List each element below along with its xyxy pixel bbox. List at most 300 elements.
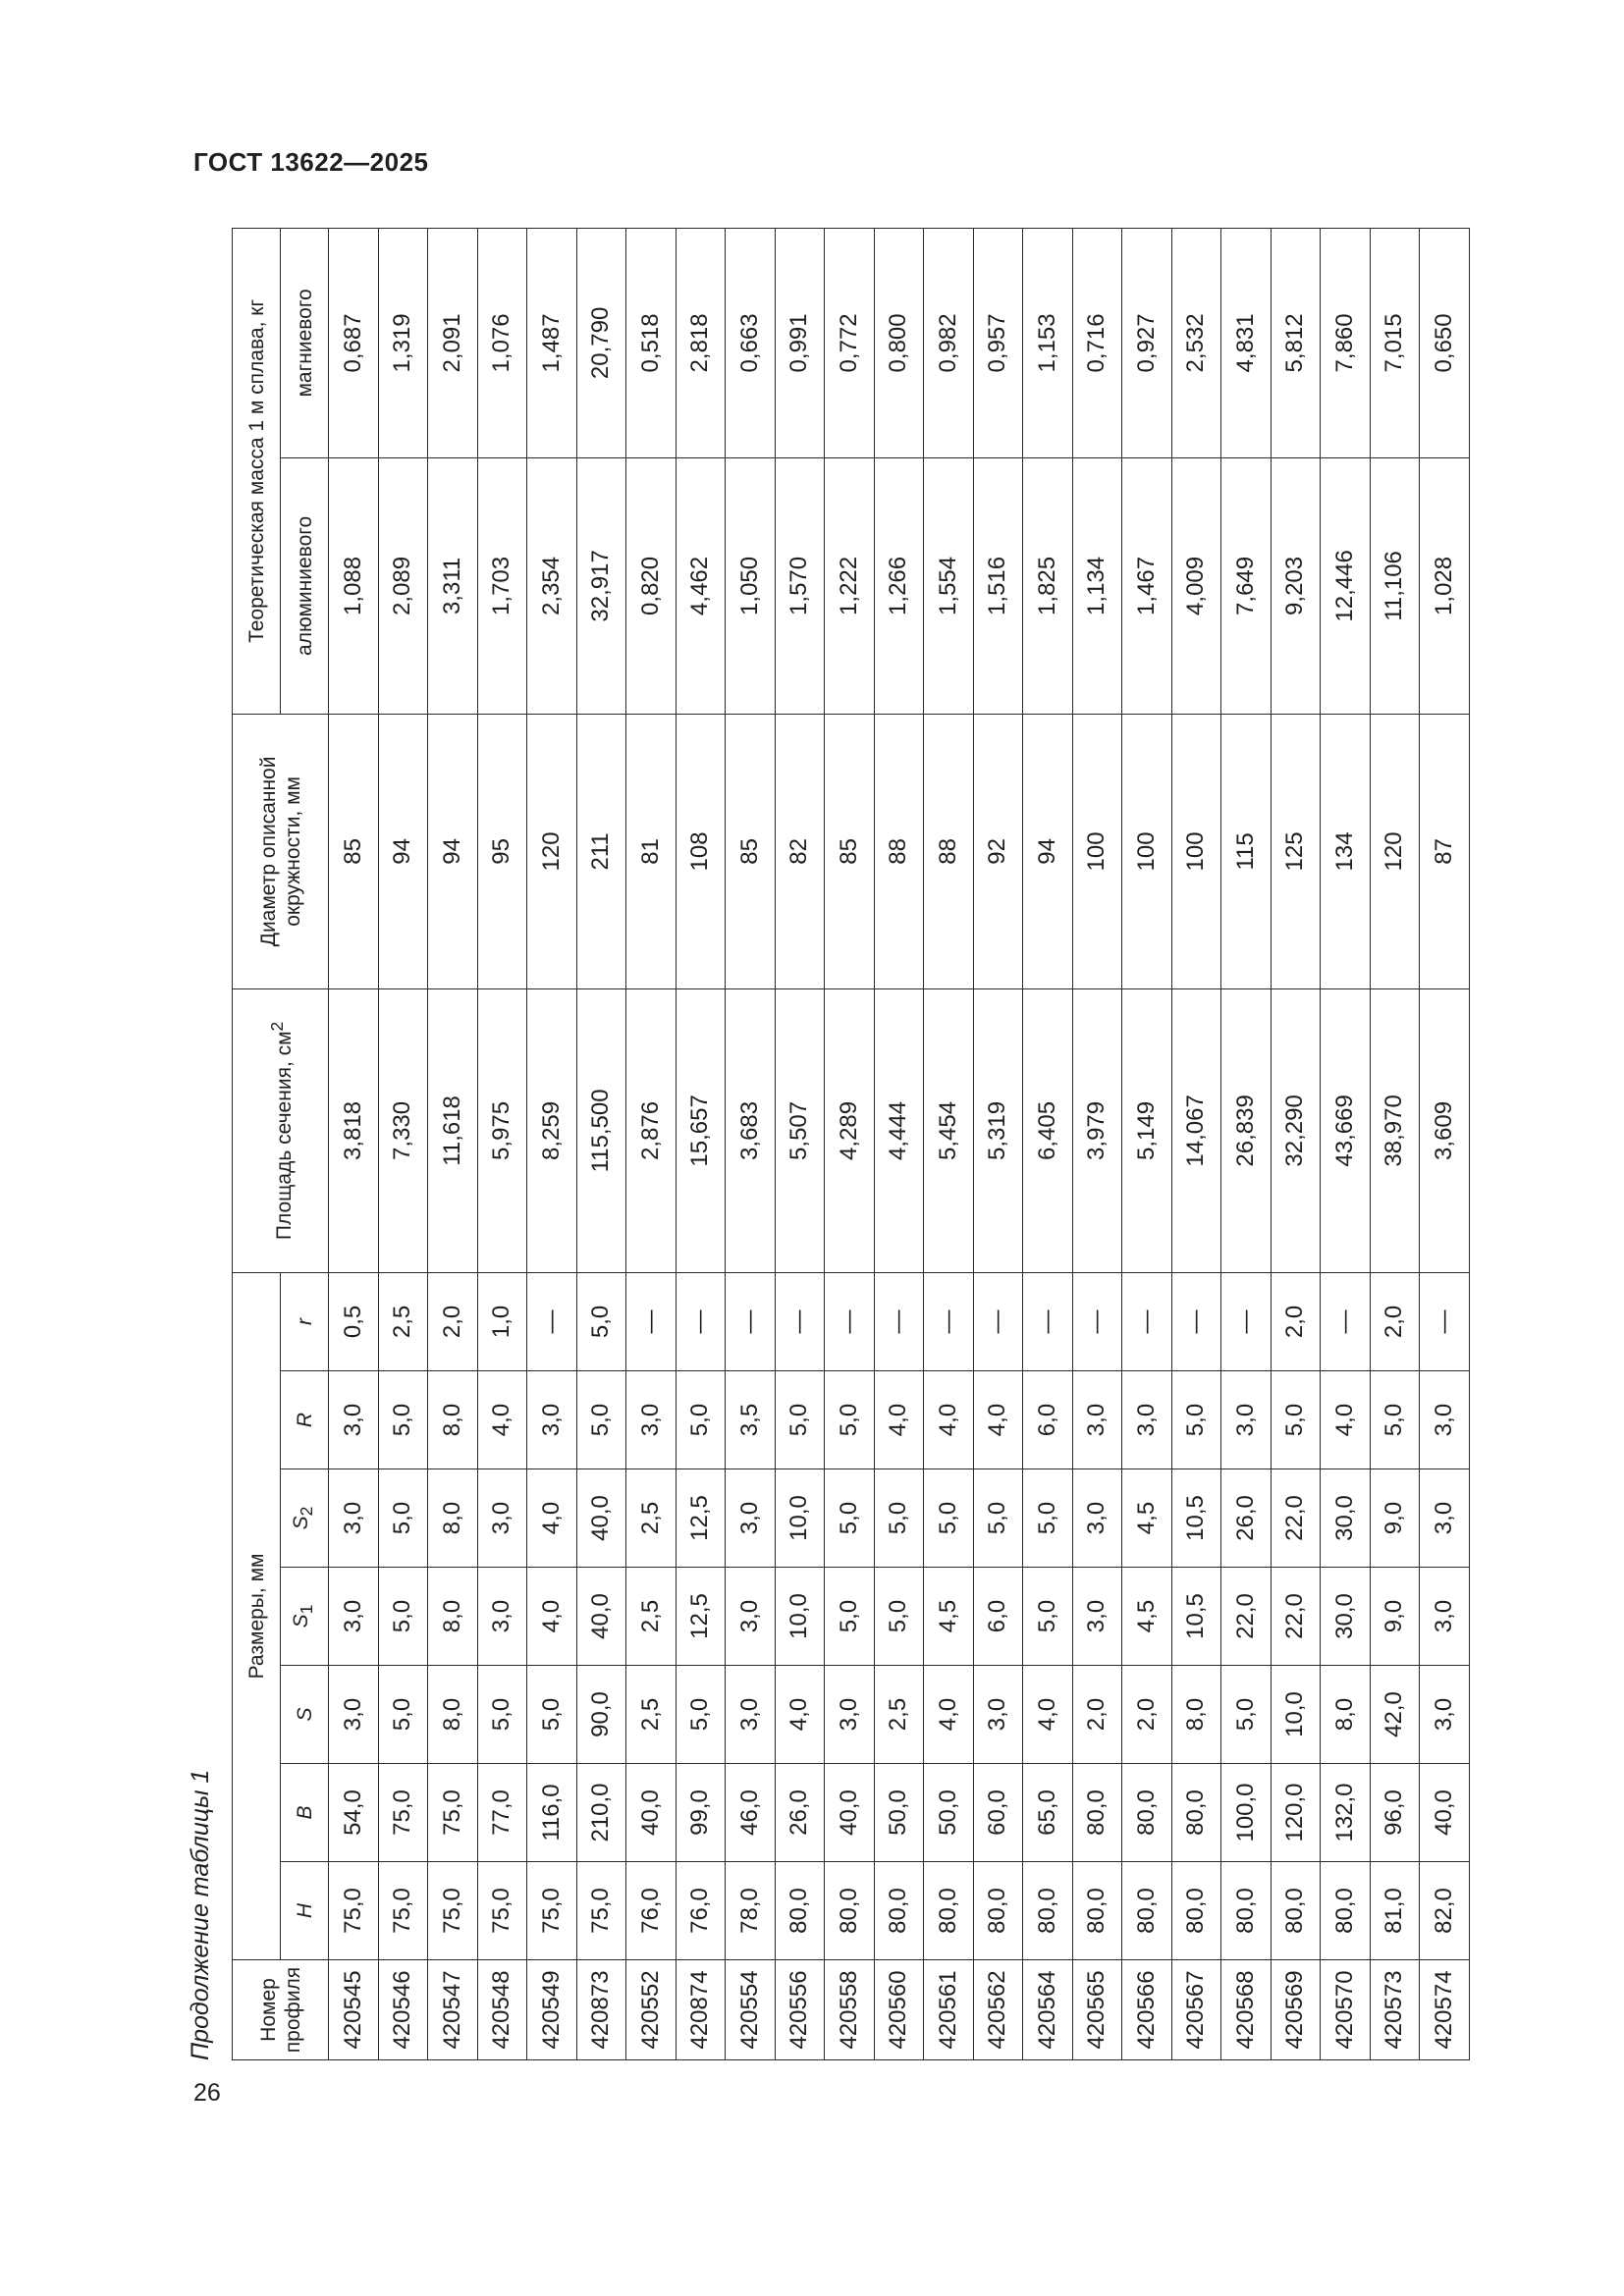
cell-R: 3,5: [726, 1371, 776, 1469]
cell-R: 4,0: [874, 1371, 924, 1469]
table-row: [973, 228, 1023, 2059]
cell-mg: 0,663: [726, 228, 776, 457]
cell-d: 134: [1321, 714, 1371, 988]
header-S2-sub: 2: [297, 1506, 317, 1517]
cell-area: 3,609: [1420, 988, 1470, 1272]
cell-R: 4,0: [1321, 1371, 1371, 1469]
cell-S2: 3,0: [726, 1469, 776, 1568]
cell-S1: 8,0: [428, 1568, 478, 1666]
cell-area: 3,979: [1072, 988, 1122, 1272]
cell-S: 42,0: [1370, 1666, 1420, 1764]
cell-S1: 9,0: [1370, 1568, 1420, 1666]
cell-no: 420568: [1221, 1960, 1272, 2060]
header-area-sup: 2: [266, 1021, 287, 1032]
cell-r: —: [1023, 1272, 1073, 1370]
cell-R: 5,0: [1370, 1371, 1420, 1469]
cell-H: 80,0: [775, 1862, 825, 1960]
table-body: [329, 228, 1470, 2059]
cell-d: 81: [626, 714, 677, 988]
cell-H: 80,0: [1023, 1862, 1073, 1960]
cell-B: 65,0: [1023, 1764, 1073, 1862]
cell-no: 420570: [1321, 1960, 1371, 2060]
cell-H: 81,0: [1370, 1862, 1420, 1960]
cell-r: —: [1122, 1272, 1172, 1370]
cell-R: 4,0: [973, 1371, 1023, 1469]
cell-area: 15,657: [676, 988, 726, 1272]
cell-S2: 40,0: [576, 1469, 626, 1568]
cell-S2: 9,0: [1370, 1469, 1420, 1568]
table-row: [775, 228, 825, 2059]
cell-area: 7,330: [378, 988, 428, 1272]
cell-d: 211: [576, 714, 626, 988]
header-r: r: [281, 1272, 329, 1370]
cell-B: 80,0: [1171, 1764, 1221, 1862]
cell-no: 420873: [576, 1960, 626, 2060]
table-row: [378, 228, 428, 2059]
cell-S2: 3,0: [329, 1469, 379, 1568]
cell-R: 5,0: [1271, 1371, 1321, 1469]
header-H: H: [281, 1862, 329, 1960]
cell-area: 4,289: [825, 988, 875, 1272]
cell-H: 80,0: [1122, 1862, 1172, 1960]
cell-R: 6,0: [1023, 1371, 1073, 1469]
cell-r: 2,5: [378, 1272, 428, 1370]
cell-r: 2,0: [428, 1272, 478, 1370]
cell-S2: 3,0: [1420, 1469, 1470, 1568]
cell-R: 5,0: [378, 1371, 428, 1469]
cell-H: 80,0: [874, 1862, 924, 1960]
cell-no: 420558: [825, 1960, 875, 2060]
header-S1-letter: S: [290, 1614, 313, 1629]
cell-r: —: [1420, 1272, 1470, 1370]
cell-R: 5,0: [676, 1371, 726, 1469]
cell-S1: 30,0: [1321, 1568, 1371, 1666]
cell-B: 40,0: [825, 1764, 875, 1862]
cell-R: 5,0: [825, 1371, 875, 1469]
cell-S: 5,0: [378, 1666, 428, 1764]
cell-H: 75,0: [329, 1862, 379, 1960]
table-area: [187, 229, 1489, 2060]
cell-B: 54,0: [329, 1764, 379, 1862]
cell-S: 5,0: [477, 1666, 527, 1764]
cell-al: 9,203: [1271, 457, 1321, 714]
cell-B: 132,0: [1321, 1764, 1371, 1862]
table-row: [874, 228, 924, 2059]
cell-d: 100: [1171, 714, 1221, 988]
cell-R: 3,0: [329, 1371, 379, 1469]
cell-d: 88: [924, 714, 974, 988]
cell-S: 3,0: [726, 1666, 776, 1764]
cell-H: 78,0: [726, 1862, 776, 1960]
cell-S1: 5,0: [874, 1568, 924, 1666]
cell-R: 5,0: [576, 1371, 626, 1469]
cell-H: 80,0: [1171, 1862, 1221, 1960]
cell-S2: 8,0: [428, 1469, 478, 1568]
cell-area: 26,839: [1221, 988, 1272, 1272]
cell-H: 76,0: [626, 1862, 677, 1960]
cell-S2: 12,5: [676, 1469, 726, 1568]
cell-S1: 40,0: [576, 1568, 626, 1666]
cell-no: 420561: [924, 1960, 974, 2060]
header-magnesium: магниевого: [281, 228, 329, 457]
cell-d: 94: [378, 714, 428, 988]
cell-H: 75,0: [527, 1862, 577, 1960]
cell-H: 80,0: [1321, 1862, 1371, 1960]
cell-al: 3,311: [428, 457, 478, 714]
cell-B: 75,0: [378, 1764, 428, 1862]
cell-mg: 7,015: [1370, 228, 1420, 457]
document-title: ГОСТ 13622—2025: [193, 147, 429, 177]
cell-R: 3,0: [626, 1371, 677, 1469]
cell-S: 4,0: [1023, 1666, 1073, 1764]
header-profile-no: Номер профиля: [233, 1960, 329, 2060]
cell-mg: 1,076: [477, 228, 527, 457]
cell-r: 2,0: [1370, 1272, 1420, 1370]
cell-H: 80,0: [1271, 1862, 1321, 1960]
cell-mg: 0,518: [626, 228, 677, 457]
cell-area: 43,669: [1321, 988, 1371, 1272]
cell-r: —: [924, 1272, 974, 1370]
cell-S1: 10,0: [775, 1568, 825, 1666]
header-B: B: [281, 1764, 329, 1862]
cell-S1: 2,5: [626, 1568, 677, 1666]
table-row: [527, 228, 577, 2059]
cell-S: 4,0: [775, 1666, 825, 1764]
cell-al: 7,649: [1221, 457, 1272, 714]
cell-S1: 6,0: [973, 1568, 1023, 1666]
cell-mg: 0,772: [825, 228, 875, 457]
cell-al: 4,009: [1171, 457, 1221, 714]
cell-S: 2,0: [1122, 1666, 1172, 1764]
table-row: [1370, 228, 1420, 2059]
header-area-text: Площадь сечения, см: [272, 1031, 296, 1241]
cell-R: 3,0: [1420, 1371, 1470, 1469]
cell-d: 120: [1370, 714, 1420, 988]
cell-area: 3,818: [329, 988, 379, 1272]
cell-S: 8,0: [428, 1666, 478, 1764]
header-S2: [281, 1469, 329, 1568]
cell-S1: 3,0: [329, 1568, 379, 1666]
cell-no: 420874: [676, 1960, 726, 2060]
header-S1: [281, 1568, 329, 1666]
cell-area: 115,500: [576, 988, 626, 1272]
cell-S: 2,0: [1072, 1666, 1122, 1764]
cell-S: 3,0: [825, 1666, 875, 1764]
cell-B: 46,0: [726, 1764, 776, 1862]
cell-S2: 22,0: [1271, 1469, 1321, 1568]
cell-B: 80,0: [1072, 1764, 1122, 1862]
cell-S: 2,5: [626, 1666, 677, 1764]
cell-al: 1,570: [775, 457, 825, 714]
cell-S1: 3,0: [1420, 1568, 1470, 1666]
cell-S2: 10,5: [1171, 1469, 1221, 1568]
cell-R: 3,0: [527, 1371, 577, 1469]
cell-r: —: [626, 1272, 677, 1370]
cell-al: 1,222: [825, 457, 875, 714]
cell-r: —: [1221, 1272, 1272, 1370]
cell-S2: 5,0: [825, 1469, 875, 1568]
cell-S2: 5,0: [1023, 1469, 1073, 1568]
cell-area: 11,618: [428, 988, 478, 1272]
cell-al: 1,703: [477, 457, 527, 714]
cell-R: 8,0: [428, 1371, 478, 1469]
cell-S1: 5,0: [1023, 1568, 1073, 1666]
header-mass: Теоретическая масса 1 м сплава, кг: [233, 228, 281, 714]
table-row: [1023, 228, 1073, 2059]
cell-B: 116,0: [527, 1764, 577, 1862]
cell-area: 4,444: [874, 988, 924, 1272]
rotated-table-container: [187, 229, 1489, 2060]
cell-R: 5,0: [1171, 1371, 1221, 1469]
cell-B: 40,0: [626, 1764, 677, 1862]
cell-r: —: [1072, 1272, 1122, 1370]
cell-r: —: [527, 1272, 577, 1370]
cell-B: 100,0: [1221, 1764, 1272, 1862]
cell-area: 3,683: [726, 988, 776, 1272]
table-row: [924, 228, 974, 2059]
cell-mg: 0,687: [329, 228, 379, 457]
cell-d: 115: [1221, 714, 1272, 988]
cell-d: 95: [477, 714, 527, 988]
cell-no: 420545: [329, 1960, 379, 2060]
cell-no: 420546: [378, 1960, 428, 2060]
cell-no: 420552: [626, 1960, 677, 2060]
cell-area: 5,454: [924, 988, 974, 1272]
cell-al: 1,050: [726, 457, 776, 714]
cell-S1: 5,0: [378, 1568, 428, 1666]
cell-S: 8,0: [1171, 1666, 1221, 1764]
cell-area: 2,876: [626, 988, 677, 1272]
cell-B: 210,0: [576, 1764, 626, 1862]
table-caption: Продолжение таблицы 1: [187, 1769, 214, 2060]
cell-S: 3,0: [973, 1666, 1023, 1764]
profiles-table: [232, 228, 1470, 2060]
table-row: [428, 228, 478, 2059]
cell-al: 2,089: [378, 457, 428, 714]
cell-B: 96,0: [1370, 1764, 1420, 1862]
cell-al: 1,266: [874, 457, 924, 714]
cell-no: 420547: [428, 1960, 478, 2060]
cell-B: 40,0: [1420, 1764, 1470, 1862]
cell-S2: 26,0: [1221, 1469, 1272, 1568]
cell-S1: 10,5: [1171, 1568, 1221, 1666]
header-area: [233, 988, 329, 1272]
cell-S: 5,0: [676, 1666, 726, 1764]
cell-al: 1,467: [1122, 457, 1172, 714]
cell-S: 8,0: [1321, 1666, 1371, 1764]
table-row: [1420, 228, 1470, 2059]
cell-B: 60,0: [973, 1764, 1023, 1862]
cell-mg: 0,957: [973, 228, 1023, 457]
cell-mg: 20,790: [576, 228, 626, 457]
cell-d: 85: [825, 714, 875, 988]
cell-area: 38,970: [1370, 988, 1420, 1272]
cell-mg: 2,532: [1171, 228, 1221, 457]
cell-area: 5,319: [973, 988, 1023, 1272]
cell-S1: 3,0: [1072, 1568, 1122, 1666]
header-S2-letter: S: [290, 1516, 313, 1530]
cell-H: 80,0: [1072, 1862, 1122, 1960]
cell-S1: 3,0: [726, 1568, 776, 1666]
cell-mg: 0,991: [775, 228, 825, 457]
cell-R: 4,0: [924, 1371, 974, 1469]
cell-no: 420573: [1370, 1960, 1420, 2060]
cell-B: 75,0: [428, 1764, 478, 1862]
cell-no: 420566: [1122, 1960, 1172, 2060]
cell-S1: 4,5: [924, 1568, 974, 1666]
table-row: [1271, 228, 1321, 2059]
cell-S: 4,0: [924, 1666, 974, 1764]
cell-S1: 3,0: [477, 1568, 527, 1666]
cell-d: 85: [726, 714, 776, 988]
cell-B: 50,0: [874, 1764, 924, 1862]
cell-S: 2,5: [874, 1666, 924, 1764]
cell-S1: 5,0: [825, 1568, 875, 1666]
cell-S: 5,0: [1221, 1666, 1272, 1764]
cell-no: 420548: [477, 1960, 527, 2060]
cell-H: 75,0: [428, 1862, 478, 1960]
table-row: [329, 228, 379, 2059]
header-dimensions: Размеры, мм: [233, 1272, 281, 1959]
cell-mg: 1,319: [378, 228, 428, 457]
cell-B: 80,0: [1122, 1764, 1172, 1862]
cell-H: 82,0: [1420, 1862, 1470, 1960]
cell-r: —: [973, 1272, 1023, 1370]
cell-S1: 12,5: [676, 1568, 726, 1666]
cell-no: 420564: [1023, 1960, 1073, 2060]
cell-d: 82: [775, 714, 825, 988]
cell-r: —: [1321, 1272, 1371, 1370]
cell-S1: 22,0: [1221, 1568, 1272, 1666]
cell-mg: 4,831: [1221, 228, 1272, 457]
cell-al: 1,825: [1023, 457, 1073, 714]
cell-r: —: [1171, 1272, 1221, 1370]
cell-S: 10,0: [1271, 1666, 1321, 1764]
cell-r: —: [775, 1272, 825, 1370]
cell-al: 1,134: [1072, 457, 1122, 714]
cell-r: —: [825, 1272, 875, 1370]
cell-S2: 10,0: [775, 1469, 825, 1568]
header-R: R: [281, 1371, 329, 1469]
cell-mg: 2,818: [676, 228, 726, 457]
cell-al: 11,106: [1370, 457, 1420, 714]
table-row: [825, 228, 875, 2059]
cell-S2: 5,0: [924, 1469, 974, 1568]
cell-no: 420569: [1271, 1960, 1321, 2060]
cell-d: 92: [973, 714, 1023, 988]
header-aluminum: алюминиевого: [281, 457, 329, 714]
cell-area: 5,975: [477, 988, 527, 1272]
cell-al: 2,354: [527, 457, 577, 714]
cell-al: 4,462: [676, 457, 726, 714]
cell-d: 94: [1023, 714, 1073, 988]
cell-S2: 4,5: [1122, 1469, 1172, 1568]
cell-r: —: [726, 1272, 776, 1370]
cell-H: 80,0: [1221, 1862, 1272, 1960]
cell-d: 94: [428, 714, 478, 988]
cell-no: 420549: [527, 1960, 577, 2060]
cell-S2: 2,5: [626, 1469, 677, 1568]
cell-al: 32,917: [576, 457, 626, 714]
cell-d: 120: [527, 714, 577, 988]
cell-r: 0,5: [329, 1272, 379, 1370]
cell-mg: 0,716: [1072, 228, 1122, 457]
table-row: [1321, 228, 1371, 2059]
cell-d: 88: [874, 714, 924, 988]
cell-r: —: [676, 1272, 726, 1370]
cell-B: 50,0: [924, 1764, 974, 1862]
cell-area: 5,507: [775, 988, 825, 1272]
cell-mg: 1,487: [527, 228, 577, 457]
cell-R: 3,0: [1221, 1371, 1272, 1469]
cell-area: 5,149: [1122, 988, 1172, 1272]
table-row: [1122, 228, 1172, 2059]
cell-H: 76,0: [676, 1862, 726, 1960]
cell-al: 1,028: [1420, 457, 1470, 714]
cell-mg: 0,800: [874, 228, 924, 457]
header-S1-sub: 1: [297, 1604, 317, 1615]
cell-B: 99,0: [676, 1764, 726, 1862]
cell-R: 3,0: [1072, 1371, 1122, 1469]
table-row: [676, 228, 726, 2059]
cell-area: 8,259: [527, 988, 577, 1272]
table-row: [1171, 228, 1221, 2059]
cell-no: 420560: [874, 1960, 924, 2060]
cell-al: 1,088: [329, 457, 379, 714]
table-row: [576, 228, 626, 2059]
cell-R: 5,0: [775, 1371, 825, 1469]
table-row: [1072, 228, 1122, 2059]
cell-al: 0,820: [626, 457, 677, 714]
cell-S2: 3,0: [1072, 1469, 1122, 1568]
cell-area: 6,405: [1023, 988, 1073, 1272]
cell-d: 100: [1122, 714, 1172, 988]
cell-B: 26,0: [775, 1764, 825, 1862]
cell-H: 80,0: [825, 1862, 875, 1960]
cell-S1: 4,5: [1122, 1568, 1172, 1666]
cell-d: 108: [676, 714, 726, 988]
cell-d: 125: [1271, 714, 1321, 988]
table-row: [1221, 228, 1272, 2059]
cell-R: 3,0: [1122, 1371, 1172, 1469]
cell-S1: 4,0: [527, 1568, 577, 1666]
cell-S2: 4,0: [527, 1469, 577, 1568]
cell-no: 420562: [973, 1960, 1023, 2060]
cell-d: 87: [1420, 714, 1470, 988]
cell-no: 420556: [775, 1960, 825, 2060]
cell-S: 5,0: [527, 1666, 577, 1764]
cell-S: 3,0: [329, 1666, 379, 1764]
table-row: [726, 228, 776, 2059]
cell-S2: 5,0: [973, 1469, 1023, 1568]
header-S: S: [281, 1666, 329, 1764]
cell-S1: 22,0: [1271, 1568, 1321, 1666]
cell-d: 100: [1072, 714, 1122, 988]
cell-al: 1,516: [973, 457, 1023, 714]
table-row: [626, 228, 677, 2059]
cell-H: 75,0: [576, 1862, 626, 1960]
cell-area: 32,290: [1271, 988, 1321, 1272]
cell-H: 75,0: [378, 1862, 428, 1960]
cell-S: 90,0: [576, 1666, 626, 1764]
cell-r: 2,0: [1271, 1272, 1321, 1370]
cell-area: 14,067: [1171, 988, 1221, 1272]
cell-mg: 0,650: [1420, 228, 1470, 457]
cell-S2: 30,0: [1321, 1469, 1371, 1568]
cell-B: 77,0: [477, 1764, 527, 1862]
cell-r: —: [874, 1272, 924, 1370]
cell-no: 420554: [726, 1960, 776, 2060]
